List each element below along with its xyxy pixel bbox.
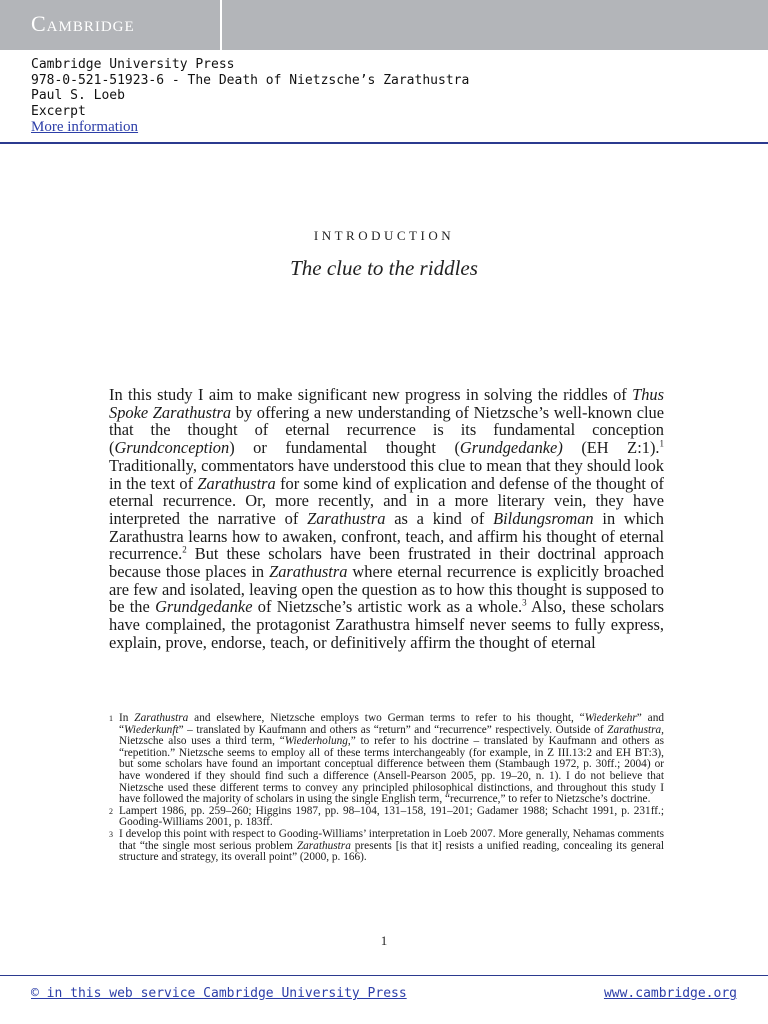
content-type: Excerpt xyxy=(31,103,86,119)
footnote-text: ” and “ xyxy=(119,712,664,736)
footnote-1 xyxy=(109,713,664,806)
body-text-span: by offering a new understanding of Nietzsche’s well-known clue that the thought of eternal recurrence is its fundamental conception ( xyxy=(109,402,664,458)
footnote-number: 3 xyxy=(109,829,113,839)
author-name: Paul S. Loeb xyxy=(31,88,125,103)
chapter-label: INTRODUCTION xyxy=(313,228,455,243)
footnote-text: I develop this point with respect to Gooding-Williams’ interpretation in Loeb 2007. More generally, Nehamas comments that “the single most serious problem xyxy=(119,827,664,852)
footnote-ref-2[interactable]: 2 xyxy=(182,544,187,555)
body-text-span: in which Zarathustra learns how to awaken, confront, teach, and affirm his thought of eternal recurrence. xyxy=(109,508,664,564)
body-italic: Thus Spoke Zarathustra xyxy=(109,385,664,422)
footnote-italic: Zarathustra xyxy=(134,712,189,724)
footnote-3 xyxy=(109,829,664,864)
header-divider xyxy=(0,142,768,144)
body-italic: Zarathustra xyxy=(269,562,348,582)
header-band xyxy=(0,0,768,50)
body-italic: Zarathustra xyxy=(197,473,276,493)
body-paragraph xyxy=(109,386,664,652)
footnote-italic: Zarathustra, xyxy=(607,723,664,736)
body-italic: Grundconception xyxy=(114,438,230,458)
footnote-2 xyxy=(109,806,664,829)
footnote-italic: Wiederholung xyxy=(284,735,348,748)
body-italic: Bildungsroman xyxy=(493,508,594,528)
body-italic: Zarathustra xyxy=(307,508,386,528)
body-text-span: for some kind of explication and defense of the thought of eternal recurrence. Or, more recently, and in a more literary vein, they have interpreted the narrative of xyxy=(109,473,664,528)
body-italic: Grundgedanke xyxy=(155,597,253,617)
footnotes xyxy=(109,713,664,864)
body-text-span: Also, these scholars have complained, the protagonist Zarathustra himself never seems to fully express, explain, prove, endorse, teach, or definitively affirm the thought of eternal xyxy=(109,597,664,652)
body-text-span: (EH Z:1). xyxy=(562,438,660,458)
chapter-title: The clue to the riddles xyxy=(290,256,478,280)
isbn-title: 978-0-521-51923-6 - The Death of Nietzsche’s Zarathustra xyxy=(31,72,470,88)
footnote-ref-3[interactable]: 3 xyxy=(522,597,527,608)
footnote-italic: Wiederkunft xyxy=(124,723,179,736)
footnote-text: Lampert 1986, pp. 259–260; Higgins 1987, pp. 98–104, 131–158, 191–201; Gadamer 1988; Schacht 1991, p. 231ff.; Gooding-Williams 2001, p. 183ff. xyxy=(119,804,664,829)
footnote-text: presents [is that it] resists a unified reading, concealing its general structure and strategy, its overall point” (2000, p. 166). xyxy=(119,839,665,864)
body-text-span: ) or fundamental thought ( xyxy=(229,438,460,458)
cambridge-logo: Cambridge xyxy=(31,11,135,36)
body-text-span: of Nietzsche’s artistic work as a whole. xyxy=(252,597,523,617)
page-number: 1 xyxy=(380,933,388,948)
cambridge-website-link[interactable]: www.cambridge.org xyxy=(603,986,737,1001)
footnote-number: 2 xyxy=(109,806,113,816)
publisher-name: Cambridge University Press xyxy=(31,57,235,72)
book-metadata xyxy=(31,57,469,136)
footer-divider xyxy=(0,975,768,976)
body-text-span: as a kind of xyxy=(385,508,494,528)
footnote-ref-1[interactable]: 1 xyxy=(659,438,664,449)
copyright-link[interactable]: © in this web service Cambridge University Press xyxy=(31,986,407,1001)
logo-box xyxy=(0,0,222,50)
body-text-span: where eternal recurrence is explicitly broached are few and isolated, leaving open the question as to how this thought is supposed to be the xyxy=(109,562,664,617)
footnote-text: ,” to refer to his doctrine – translated by Kaufmann and others as “repetition.” Nietzsche seems to employ all of these terms interchangeably (for example, in Z III.13:2 and EH BT:3), but some scholars have found an important conceptual difference between them (Stambaugh 1972, p. 30ff.; 2004) or have wondered if they should find such a difference (Ansell-Pearson 2005, pp. 19–20, n. 1). I do not believe that Nietzsche used these different terms to convey any principled philosophical distinctions, and throughout this study I have followed the majority of scholars in using the single English term, “recurrence,” to refer to Nietzsche’s doctrine. xyxy=(119,735,664,806)
footnote-italic: Wiederkehr xyxy=(584,712,637,724)
footnote-number: 1 xyxy=(109,714,113,723)
body-text-span: But these scholars have been frustrated in their doctrinal approach because those places in xyxy=(109,544,664,582)
body-italic: Grundgedanke) xyxy=(459,438,563,458)
footnote-text: Nietzsche also uses a third term, “ xyxy=(119,735,285,748)
body-text-span: In this study I aim to make significant new progress in solving the riddles of xyxy=(109,385,633,404)
footnote-italic: Zarathustra xyxy=(296,839,351,852)
more-information-link[interactable]: More information xyxy=(31,119,139,135)
footnote-text: ” – translated by Kaufmann and others as “return” and “recurrence” respectively. Outside of xyxy=(178,723,608,736)
footnote-text: In xyxy=(119,712,135,724)
footnote-text: and elsewhere, Nietzsche employs two German terms to refer to his thought, “ xyxy=(188,712,585,724)
body-text-span: Traditionally, commentators have understood this clue to mean that they should look in the text of xyxy=(109,455,664,493)
